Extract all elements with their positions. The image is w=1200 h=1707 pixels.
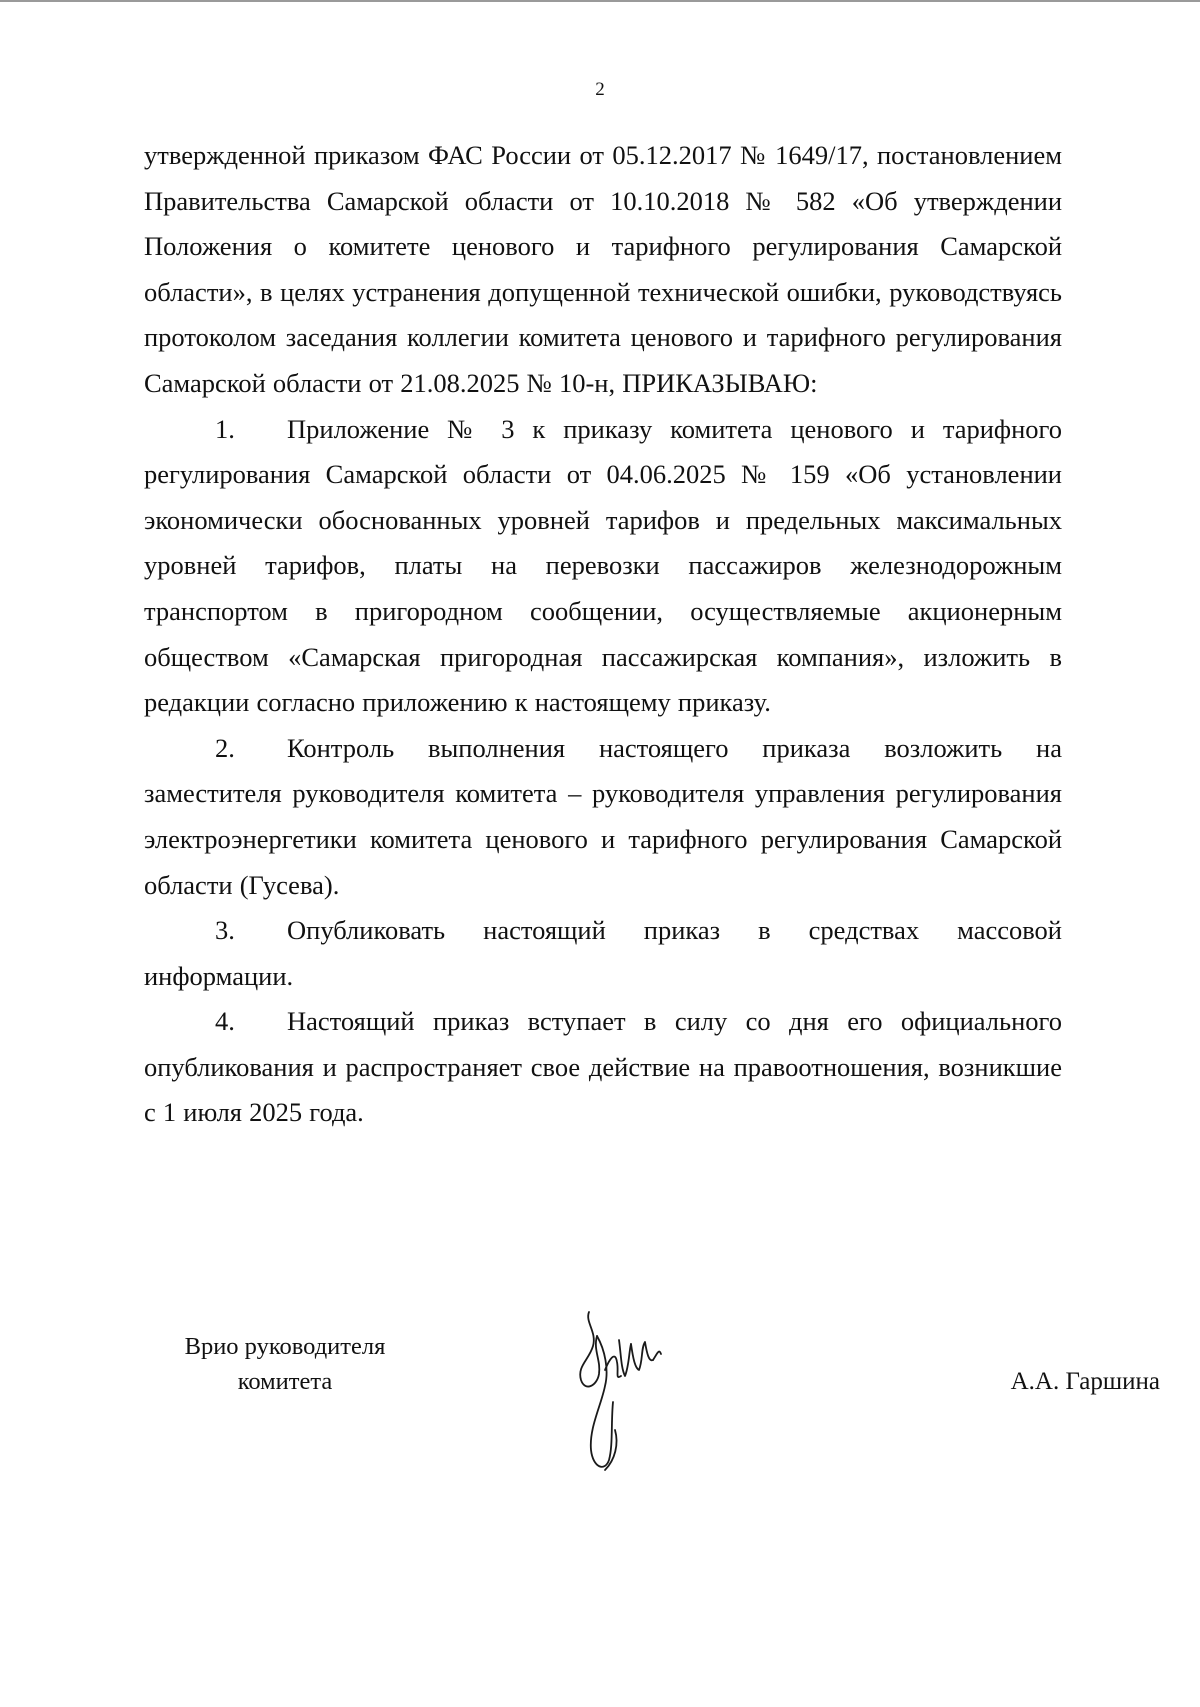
- page-number: 2: [595, 79, 605, 100]
- item-number: 1.: [215, 413, 235, 444]
- item-text: Контроль выполнения настоящего приказа возложить на заместителя руководителя комитета – руководителя управления регулирования электроэнергетики комитета ценового и тарифного регулирования Самарской области (Гусева).: [144, 732, 1062, 900]
- order-item-1: [144, 407, 1062, 726]
- opening-paragraph: утвержденной приказом ФАС России от 05.12.2017 № 1649/17, постановлением Правительства Самарской области от 10.10.2018 № 582 «Об утверждении Положения о комитете ценового и тарифного регулирования Самарской области», в целях устранения допущенной технической ошибки, руководствуясь протоколом заседания коллегии комитета ценового и тарифного регулирования Самарской области от 21.08.2025 № 10-н, ПРИКАЗЫВАЮ:: [144, 140, 1062, 398]
- item-number: 2.: [215, 732, 235, 763]
- signatory-name: [940, 1364, 1160, 1399]
- position-line-1: Врио руководителя: [184, 1333, 386, 1360]
- handwritten-signature: [575, 1310, 685, 1475]
- item-text: Настоящий приказ вступает в силу со дня его официального опубликования и распространяет свое действие на правоотношения, возникшие с 1 июля 2025 года.: [144, 1006, 1062, 1128]
- document-body: [144, 133, 1062, 1136]
- signatory-name-text: А.А. Гаршина: [1010, 1368, 1160, 1395]
- page-top-border: [0, 0, 1200, 2]
- signatory-position: [150, 1329, 420, 1399]
- item-text: Приложение № 3 к приказу комитета ценового и тарифного регулирования Самарской области от 04.06.2025 № 159 «Об установлении экономически обоснованных уровней тарифов и предельных максимальных уровней тарифов, платы на перевозки пассажиров железнодорожным транспортом в пригородном сообщении, осуществляемые акционерным обществом «Самарская пригородная пассажирская компания», изложить в редакции согласно приложению к настоящему приказу.: [144, 413, 1062, 718]
- item-number: 3.: [215, 915, 235, 946]
- item-text: Опубликовать настоящий приказ в средствах массовой информации.: [144, 915, 1062, 991]
- item-number: 4.: [215, 1006, 235, 1037]
- order-item-2: [144, 726, 1062, 908]
- position-line-2: комитета: [237, 1368, 333, 1395]
- order-item-4: [144, 999, 1062, 1136]
- order-item-3: [144, 908, 1062, 999]
